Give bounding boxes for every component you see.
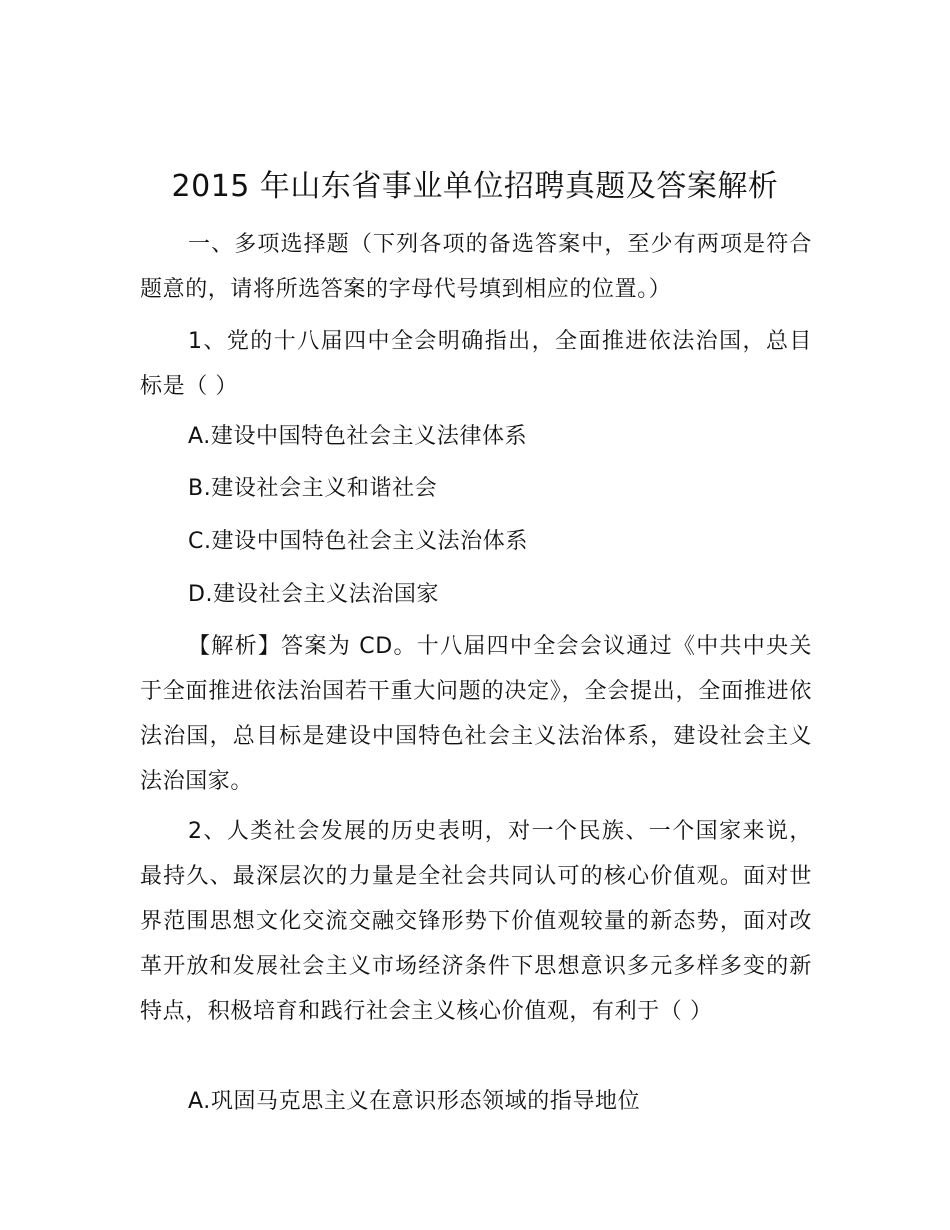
question-1-option-c: C.建设中国特色社会主义法治体系 <box>188 529 528 554</box>
question-1-option-a: A.建设中国特色社会主义法律体系 <box>188 424 528 449</box>
question-1-analysis: 【解析】答案为 CD。十八届四中全会会议通过《中共中央关于全面推进依法治国若干重大问题的决定》，全会提出，全面推进依法治国，总目标是建设中国特色社会主义法治体系，建设社会主义法治国家。 <box>140 634 812 794</box>
question-1-option-b: B.建设社会主义和谐社会 <box>188 476 438 501</box>
document-title: 2015 年山东省事业单位招聘真题及答案解析 <box>171 169 779 204</box>
question-2-stem: 2、人类社会发展的历史表明，对一个民族、一个国家来说，最持久、最深层次的力量是全社会共同认可的核心价值观。面对世界范围思想文化交流交融交锋形势下价值观较量的新态势，面对改革开放和发展社会主义市场经济条件下思想意识多元多样多变的新特点，积极培育和践行社会主义核心价值观，有利于（ ） <box>140 819 812 1024</box>
question-2-option-a: A.巩固马克思主义在意识形态领域的指导地位 <box>188 1089 641 1114</box>
section-heading: 一、多项选择题（下列各项的备选答案中，至少有两项是符合题意的，请将所选答案的字母代号填到相应的位置。） <box>140 232 812 302</box>
question-1-option-d: D.建设社会主义法治国家 <box>188 582 440 607</box>
question-1-stem: 1、党的十八届四中全会明确指出，全面推进依法治国，总目标是（ ） <box>140 329 812 399</box>
